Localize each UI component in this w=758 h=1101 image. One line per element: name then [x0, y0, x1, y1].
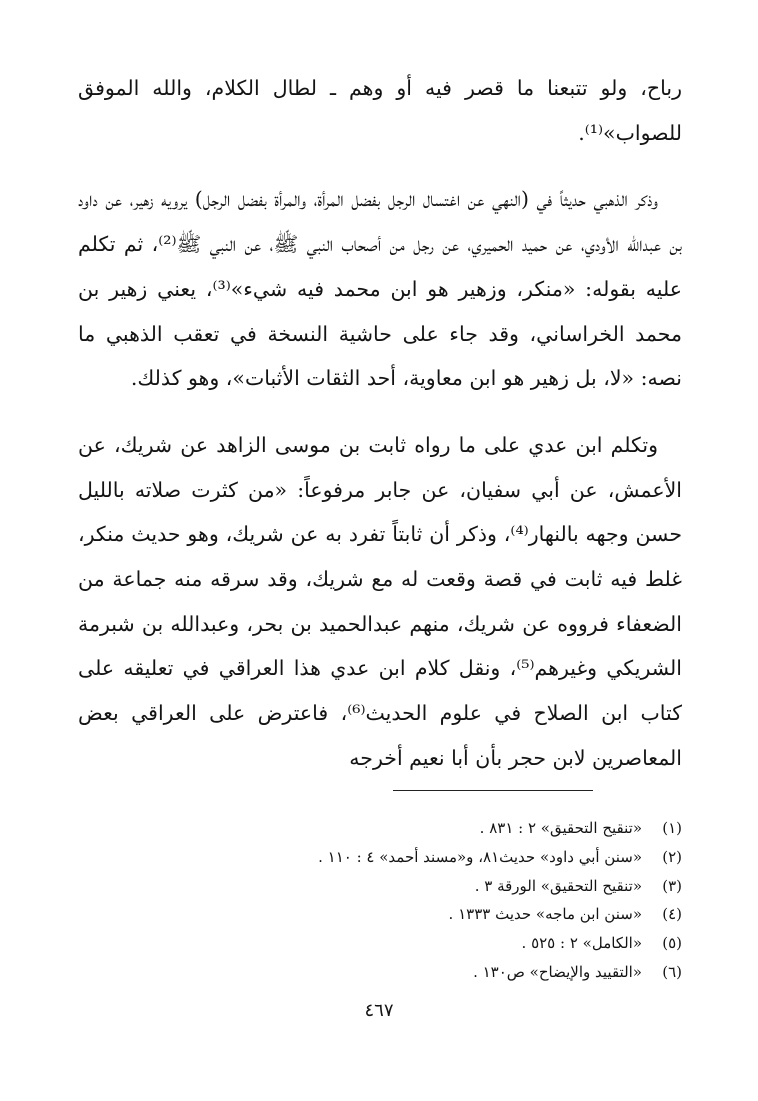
footnote-text: «تنقيح التحقيق» الورقة ٣ . — [474, 876, 642, 895]
footnote-number: (١) — [662, 819, 682, 837]
main-text — [78, 66, 682, 781]
footnote-text: «سنن أبي داود» حديث٨١، و«مسند أحمد» ٤ : ١١٠ . — [318, 847, 642, 866]
footnote-number: (٣) — [662, 876, 682, 895]
footnote-number: (٢) — [662, 847, 682, 866]
footnote-text: «تنقيح التحقيق» ٢ : ٨٣١ . — [479, 819, 642, 837]
footnote-6 — [78, 958, 682, 987]
footnote-3 — [78, 872, 682, 901]
page-number: ٤٦٧ — [364, 1000, 394, 1021]
footnote-2 — [78, 843, 682, 872]
footnote-text: «التقييد والإيضاح» ص١٣٠ . — [473, 962, 642, 981]
footnote-text: «الكامل» ٢ : ٥٢٥ . — [521, 934, 642, 953]
footnote-number: (٥) — [662, 934, 682, 953]
footnote-number: (٤) — [662, 905, 682, 924]
paragraph-continued: رباح، ولو تتبعنا ما قصر فيه أو وهم ـ لطال الكلام، والله الموفق للصواب»⁽¹⁾. — [78, 76, 682, 145]
footnote-number: (٦) — [662, 962, 682, 981]
footnote-4 — [78, 900, 682, 929]
footnote-text: «سنن ابن ماجه» حديث ١٣٣٣ . — [448, 905, 642, 924]
footnote-5 — [78, 929, 682, 958]
footnote-1 — [78, 814, 682, 843]
paragraph-ibn-adi: وتكلم ابن عدي على ما رواه ثابت بن موسى الزاهد عن شريك، عن الأعمش، عن أبي سفيان، عن جابر مرفوعاً: «من كثرت صلاته بالليل حسن وجهه بالنهار⁽⁴⁾، وذكر أن ثابتاً تفرد به عن شريك، وهو حديث منكر، غلط فيه ثابت في قصة وقعت له مع شريك، وقد سرقه منه جماعة من الضعفاء فرووه عن شريك، منهم عبدالحميد بن بحر، وعبدالله بن شبرمة الشريكي وغيرهم⁽⁵⁾، ونقل كلام ابن عدي هذا العراقي في تعليقه على كتاب ابن الصلاح في علوم الحديث⁽⁶⁾، فاعترض على العراقي بعض المعاصرين لابن حجر بأن أبا نعيم أخرجه — [78, 432, 683, 770]
footnote-separator — [393, 790, 593, 791]
footnotes — [78, 814, 682, 987]
paragraph-dhahabi-hadith: وذكر الذهبي حديثاً في (النهي عن اغتسال الرجل بفضل المرأة، والمرأة بفضل الرجل) يرويه زهير، عن داود بن عبدالله الأودي، عن حميد الحميري، عن رجل من أصحاب النبي ﷺ، عن النبي ﷺ⁽²⁾، ثم تكلم عليه بقوله: «منكر، وزهير هو ابن محمد فيه شيء»⁽³⁾، يعني زهير بن محمد الخراساني، وقد جاء على حاشية النسخة في تعقب الذهبي ما نصه: «لا، بل زهير هو ابن معاوية، أحد الثقات الأثبات»، وهو كذلك. — [78, 187, 683, 391]
